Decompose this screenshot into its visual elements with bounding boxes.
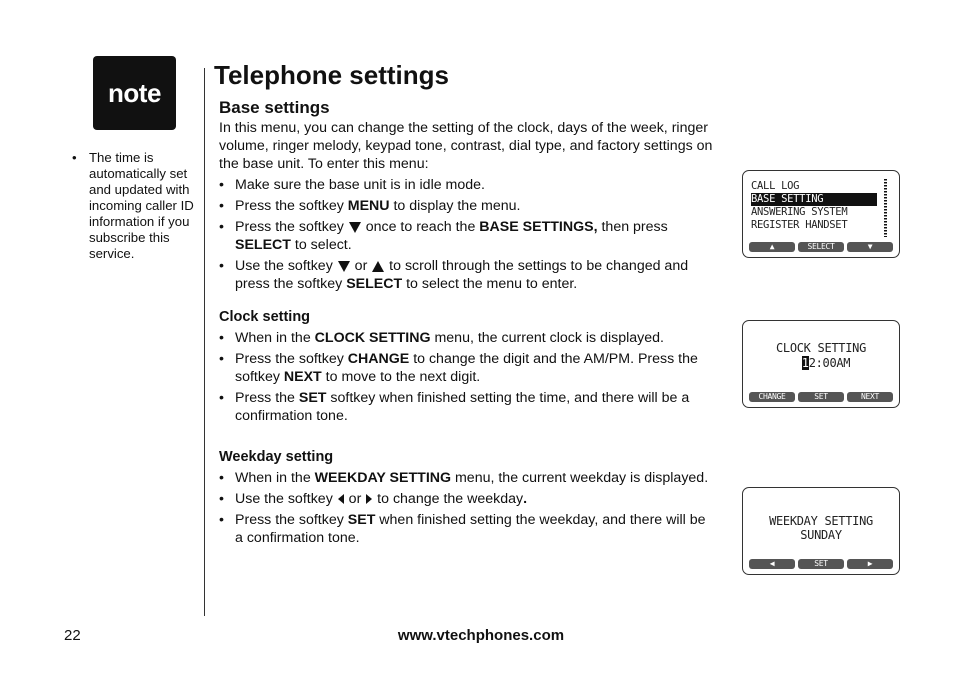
page-number: 22 — [64, 627, 81, 644]
menu-item-base-setting: BASE SETTING — [751, 193, 877, 206]
weekday-screen — [742, 487, 900, 575]
softkey-down: ▼ — [847, 242, 893, 252]
base-settings-intro: In this menu, you can change the setting of the clock, days of the week, ringer volume, ringer melody, keypad tone, contrast, dial type, and factory settings on the base unit. To enter this menu: — [219, 120, 713, 172]
softkey-set: SET — [798, 559, 844, 569]
base-settings-heading: Base settings — [219, 98, 330, 117]
cursor: 1 — [801, 356, 809, 370]
softkey-up: ▲ — [749, 242, 795, 252]
down-arrow-icon — [338, 261, 350, 272]
weekday-setting-list — [219, 469, 717, 547]
clock-setting-heading: Clock setting — [219, 309, 311, 325]
base-settings-list — [219, 176, 717, 293]
main-content — [219, 98, 717, 550]
weekday-screen-title: WEEKDAY SETTING — [769, 514, 873, 528]
softkey-bar — [749, 559, 893, 569]
menu-item-call-log: CALL LOG — [751, 180, 800, 192]
menu-item-register-handset: REGISTER HANDSET — [751, 219, 848, 231]
list-item: • When in the WEEKDAY SETTING menu, the current weekday is displayed. — [219, 469, 717, 487]
softkey-change: CHANGE — [749, 392, 795, 402]
softkey-bar — [749, 392, 893, 402]
list-item: • Use the softkey or to change the weekday. — [219, 490, 717, 508]
clock-screen-title: CLOCK SETTING — [775, 341, 867, 355]
scrollbar — [884, 179, 887, 237]
down-arrow-icon — [349, 222, 361, 233]
list-item: • Press the softkey SET when finished setting the weekday, and there will be a confirmation tone. — [219, 511, 717, 547]
softkey-select: SELECT — [798, 242, 844, 252]
menu-screen — [742, 170, 900, 258]
softkey-left: ◀ — [749, 559, 795, 569]
weekday-setting-heading: Weekday setting — [219, 449, 334, 465]
note-badge: note — [93, 56, 176, 130]
list-item: • When in the CLOCK SETTING menu, the current clock is displayed. — [219, 329, 717, 347]
left-arrow-icon — [338, 494, 344, 504]
softkey-bar — [749, 242, 893, 252]
list-item: • Use the softkey or to scroll through the settings to be changed and press the softkey SELECT to select the menu to enter. — [219, 257, 717, 293]
page-title: Telephone settings — [214, 60, 449, 90]
list-item: • Press the softkey CHANGE to change the digit and the AM/PM. Press the softkey NEXT to move to the next digit. — [219, 350, 717, 386]
softkey-right: ▶ — [847, 559, 893, 569]
vertical-divider — [204, 68, 205, 616]
softkey-set: SET — [798, 392, 844, 402]
list-item: • Press the softkey MENU to display the menu. — [219, 197, 717, 215]
right-arrow-icon — [366, 494, 372, 504]
weekday-value: SUNDAY — [800, 528, 842, 542]
clock-setting-list — [219, 329, 717, 425]
menu-item-answering-system: ANSWERING SYSTEM — [751, 206, 848, 218]
list-item: • Press the softkey once to reach the BASE SETTINGS, then press SELECT to select. — [219, 218, 717, 254]
clock-screen — [742, 320, 900, 408]
note-list — [72, 150, 197, 262]
list-item: • Make sure the base unit is in idle mode. — [219, 176, 717, 194]
softkey-next: NEXT — [847, 392, 893, 402]
note-item: • The time is automatically set and updated with incoming caller ID information if you subscribe this service. — [72, 150, 197, 262]
up-arrow-icon — [372, 261, 384, 272]
clock-value: 12:00AM — [801, 356, 851, 370]
footer-url: www.vtechphones.com — [397, 627, 565, 644]
list-item: • Press the SET softkey when finished setting the time, and there will be a confirmation tone. — [219, 389, 717, 425]
